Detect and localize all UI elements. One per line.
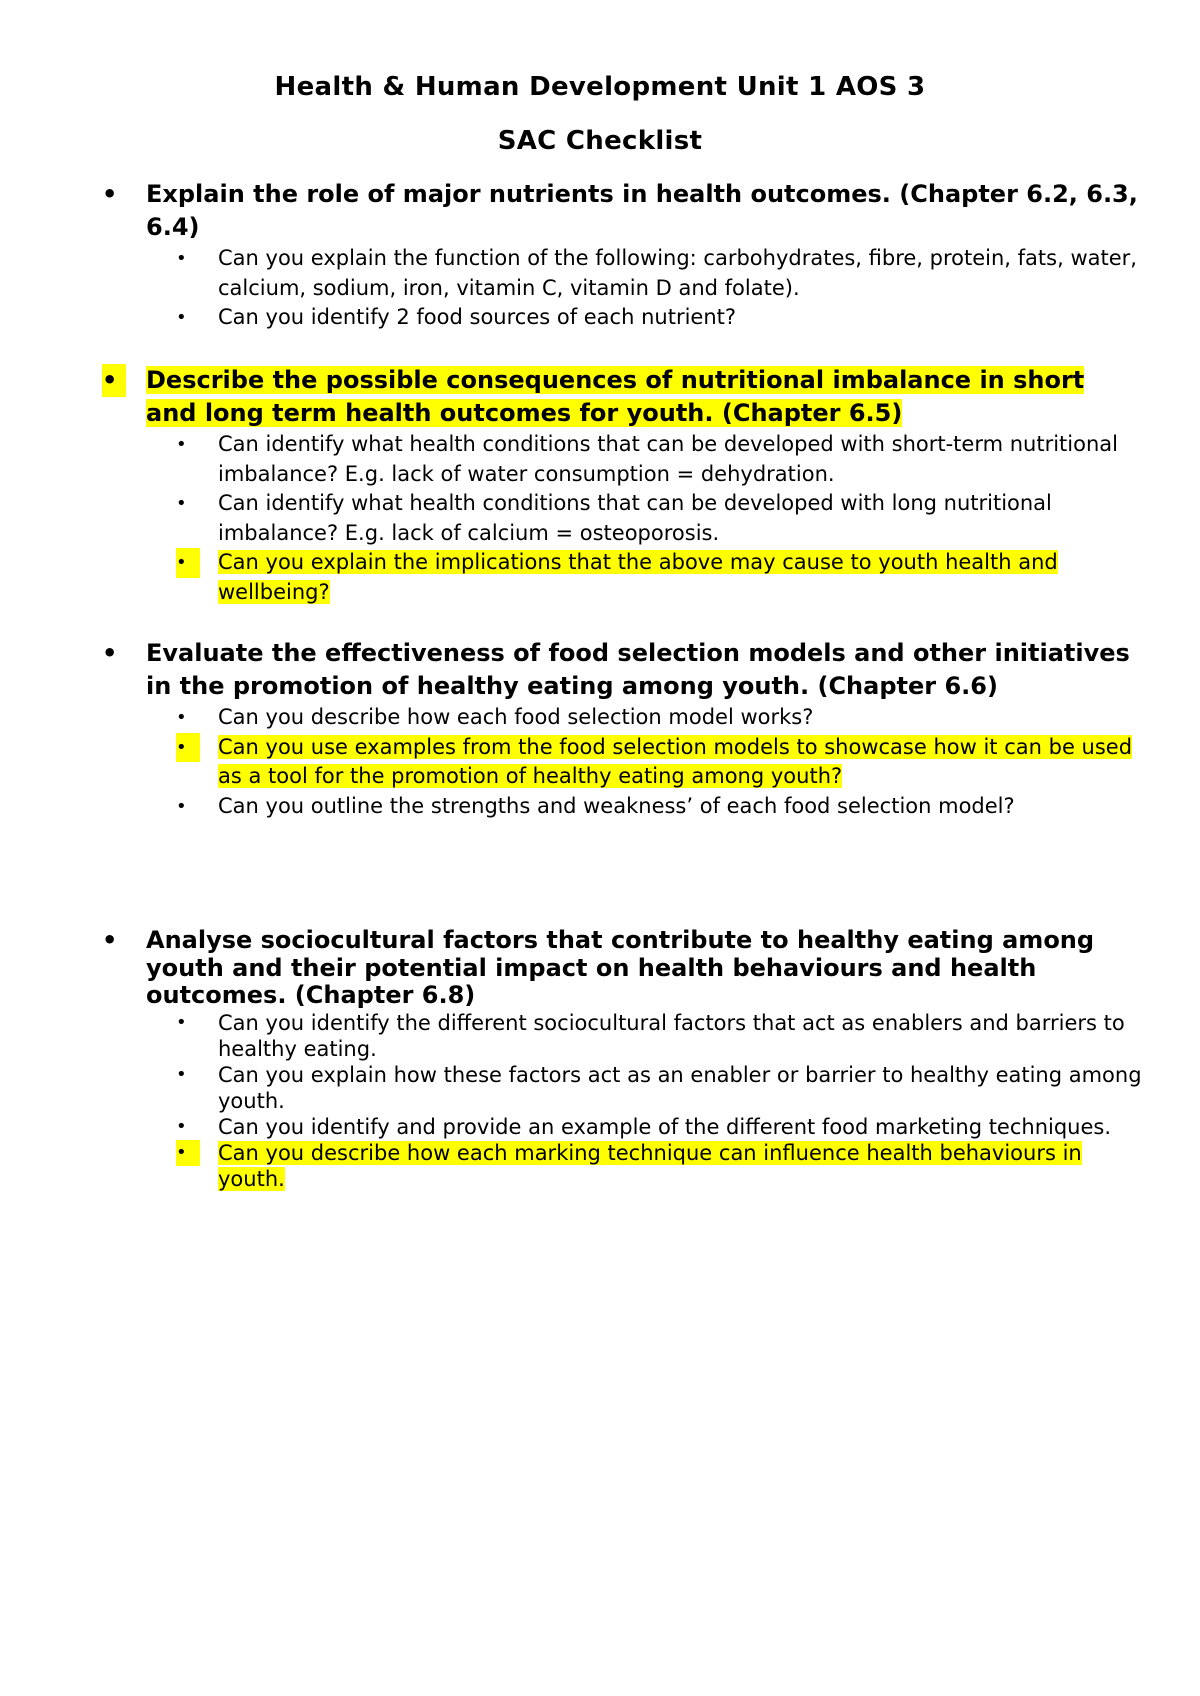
checklist-item — [176, 1062, 1142, 1114]
bullet-icon: • — [102, 180, 118, 208]
bullet-icon: • — [176, 1115, 187, 1137]
checklist-section-1 — [102, 178, 1142, 333]
bullet-icon: • — [176, 307, 187, 328]
checklist-item — [176, 489, 1142, 548]
checklist-section-2 — [102, 364, 1142, 607]
section-heading-text: Evaluate the effectiveness of food selection models and other initiatives in the promotion of healthy eating among youth. (Chapter 6.6) — [146, 639, 1130, 700]
bullet-icon: • — [102, 639, 118, 667]
section-heading — [102, 178, 1142, 244]
document-subtitle: SAC Checklist — [497, 126, 703, 156]
checklist-item-text: Can you use examples from the food selection models to showcase how it can be used as a tool for the promotion of healthy eating among youth? — [218, 734, 1133, 788]
checklist-item-text: Can you explain the function of the following: carbohydrates, fibre, protein, fats, water, calcium, sodium, iron, vitamin C, vitamin D and folate). — [218, 246, 1137, 300]
checklist-section-3 — [102, 637, 1142, 821]
checklist-item-text: Can identify what health conditions that can be developed with short-term nutritional imbalance? E.g. lack of water consumption = dehydration. — [218, 432, 1118, 486]
bullet-icon: • — [176, 248, 187, 269]
bullet-icon: • — [102, 926, 118, 954]
bullet-icon: • — [176, 1140, 200, 1166]
section-heading — [102, 927, 1142, 1010]
checklist-item-text: Can you identify the different sociocultural factors that act as enablers and barriers to healthy eating. — [218, 1010, 1125, 1061]
checklist-item-text: Can you outline the strengths and weakness’ of each food selection model? — [218, 793, 1015, 818]
document-title: Health & Human Development Unit 1 AOS 3 — [274, 72, 926, 102]
bullet-icon: • — [102, 364, 126, 397]
checklist-item — [176, 548, 1142, 607]
section-heading-text: Describe the possible consequences of nutritional imbalance in short and long term health outcomes for youth. (Chapter 6.5) — [146, 366, 1085, 427]
bullet-icon: • — [176, 795, 187, 817]
checklist-item-text: Can you describe how each marking technique can influence health behaviours in youth. — [218, 1140, 1082, 1191]
checklist-item-text: Can you identify 2 food sources of each nutrient? — [218, 305, 737, 329]
checklist-item — [176, 792, 1142, 822]
checklist-item-text: Can you identify and provide an example of the different food marketing techniques. — [218, 1114, 1112, 1139]
bullet-icon: • — [176, 1063, 187, 1085]
section-heading — [102, 364, 1142, 430]
checklist-item — [176, 1010, 1142, 1062]
checklist-item — [176, 1114, 1142, 1140]
bullet-icon: • — [176, 548, 200, 578]
bullet-icon: • — [176, 1011, 187, 1033]
bullet-icon: • — [176, 733, 200, 763]
checklist-item — [176, 430, 1142, 489]
section-heading — [102, 637, 1142, 703]
checklist-item-text: Can you explain the implications that the above may cause to youth health and wellbeing? — [218, 550, 1058, 604]
bullet-icon: • — [176, 434, 187, 455]
bullet-icon: • — [176, 707, 187, 728]
checklist-item-text: Can you explain how these factors act as an enabler or barrier to healthy eating among youth. — [218, 1062, 1142, 1113]
checklist-item — [176, 244, 1142, 303]
checklist-item — [176, 703, 1142, 733]
checklist-item — [176, 303, 1142, 333]
checklist-item — [176, 1140, 1142, 1192]
bullet-icon: • — [176, 493, 187, 514]
checklist-item — [176, 733, 1142, 792]
checklist-section-4 — [102, 927, 1142, 1192]
checklist-item-text: Can identify what health conditions that can be developed with long nutritional imbalance? E.g. lack of calcium = osteoporosis. — [218, 491, 1052, 545]
section-heading-text: Explain the role of major nutrients in health outcomes. (Chapter 6.2, 6.3, 6.4) — [146, 180, 1138, 241]
section-heading-text: Analyse sociocultural factors that contribute to healthy eating among youth and their potential impact on health behaviours and health outcomes. (Chapter 6.8) — [146, 926, 1095, 1009]
checklist-item-text: Can you describe how each food selection model works? — [218, 705, 814, 729]
